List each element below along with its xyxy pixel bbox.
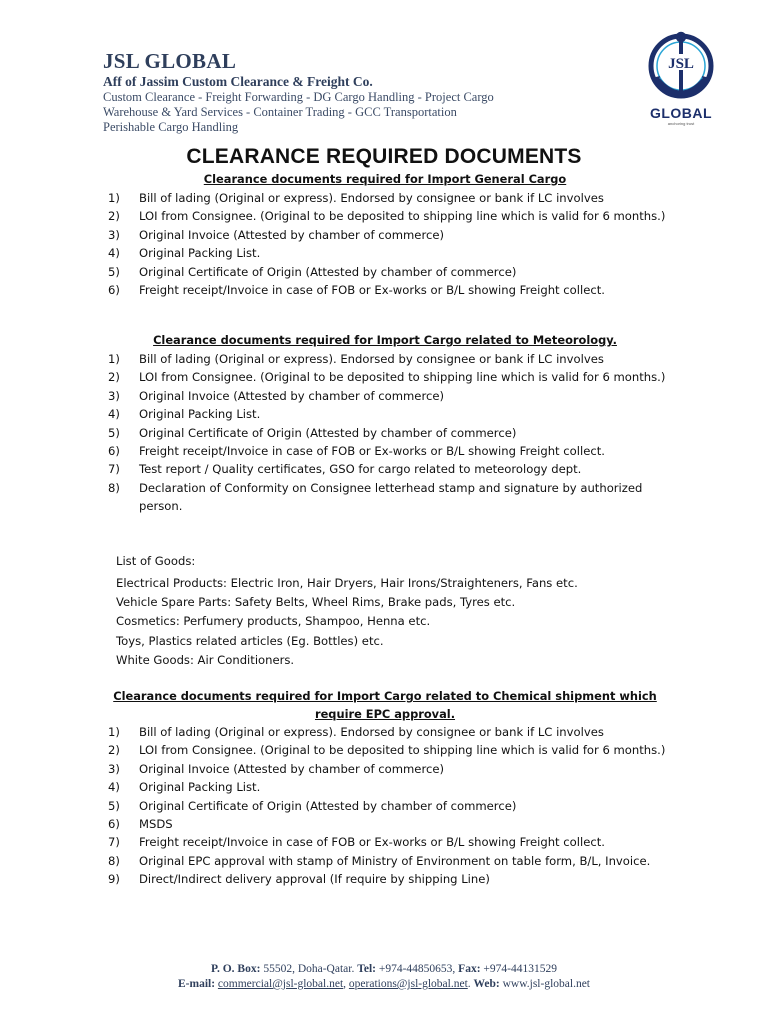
logo-letters: JSL bbox=[668, 56, 694, 72]
list-item: 1) Bill of lading (Original or express). Endorsed by consignee or bank if LC involves bbox=[108, 725, 604, 739]
list-item: 1) Bill of lading (Original or express). Endorsed by consignee or bank if LC involves bbox=[108, 191, 604, 205]
section-2-heading: Clearance documents required for Import Cargo related to Meteorology. bbox=[153, 333, 617, 347]
section-3-heading-line-1: Clearance documents required for Import Cargo related to Chemical shipment which bbox=[113, 689, 657, 703]
list-item: 4) Original Packing List. bbox=[108, 407, 261, 422]
list-item: 2) LOI from Consignee. (Original to be deposited to shipping line which is valid for 6 months.) bbox=[108, 743, 666, 758]
list-item: 7) Test report / Quality certificates, GSO for cargo related to meteorology dept. bbox=[108, 462, 582, 477]
tel-value: +974-44850653, bbox=[378, 963, 456, 975]
web-label: Web: bbox=[473, 978, 500, 990]
goods-item: Vehicle Spare Parts: Safety Belts, Wheel Rims, Brake pads, Tyres etc. bbox=[116, 595, 516, 610]
list-item: 7) Freight receipt/Invoice in case of FOB or Ex-works or B/L showing Freight collect. bbox=[108, 835, 605, 850]
services-line-2: Warehouse & Yard Services - Container Trading - GCC Transportation bbox=[103, 104, 457, 119]
email-end-dot: . bbox=[467, 978, 471, 990]
pobox-label: P. O. Box: bbox=[211, 963, 261, 975]
section-1-list bbox=[108, 189, 668, 299]
list-item: 6) MSDS bbox=[108, 817, 173, 832]
list-item: 5) Original Certificate of Origin (Attested by chamber of commerce) bbox=[108, 425, 517, 440]
email-link-commercial[interactable]: commercial@jsl-global.net bbox=[217, 978, 344, 990]
goods-item: White Goods: Air Conditioners. bbox=[116, 652, 295, 667]
web-link[interactable]: www.jsl-global.net bbox=[502, 978, 591, 990]
list-item: 5) Original Certificate of Origin (Attested by chamber of commerce) bbox=[108, 798, 517, 813]
section-3-heading-line-2: require EPC approval. bbox=[314, 707, 456, 721]
letterhead bbox=[103, 50, 494, 134]
list-item: 8) Declaration of Conformity on Consignee letterhead stamp and signature by authorized person. bbox=[108, 480, 643, 514]
email-separator: , bbox=[343, 978, 347, 990]
list-item: 4) Original Packing List. bbox=[108, 780, 261, 795]
services-line-3: Perishable Cargo Handling bbox=[103, 119, 239, 134]
list-item: 5) Original Certificate of Origin (Attested by chamber of commerce) bbox=[108, 264, 517, 279]
services-line-1: Custom Clearance - Freight Forwarding - DG Cargo Handling - Project Cargo bbox=[103, 90, 494, 104]
list-item: 3) Original Invoice (Attested by chamber of commerce) bbox=[108, 388, 444, 403]
list-item: 1) Bill of lading (Original or express). Endorsed by consignee or bank if LC involves bbox=[108, 352, 604, 366]
goods-list bbox=[116, 552, 676, 670]
list-item: 2) LOI from Consignee. (Original to be deposited to shipping line which is valid for 6 months.) bbox=[108, 370, 666, 385]
fax-label: Fax: bbox=[458, 963, 481, 975]
list-item: 6) Freight receipt/Invoice in case of FOB or Ex-works or B/L showing Freight collect. bbox=[108, 444, 605, 459]
email-link-operations[interactable]: operations@jsl-global.net bbox=[348, 978, 468, 990]
footer-address-line bbox=[0, 962, 768, 977]
goods-item: Toys, Plastics related articles (Eg. Bottles) etc. bbox=[116, 633, 384, 648]
list-item: 3) Original Invoice (Attested by chamber of commerce) bbox=[108, 761, 444, 776]
list-item: 2) LOI from Consignee. (Original to be deposited to shipping line which is valid for 6 months.) bbox=[108, 209, 666, 224]
logo-tagline: anchoring trust bbox=[667, 121, 695, 126]
list-item: 4) Original Packing List. bbox=[108, 246, 261, 261]
tel-label: Tel: bbox=[357, 963, 376, 975]
email-label: E-mail: bbox=[177, 978, 216, 990]
fax-value: +974-44131529 bbox=[483, 963, 557, 975]
page-footer bbox=[0, 962, 768, 992]
logo-word: GLOBAL bbox=[649, 105, 713, 121]
pobox-value: 55502, Doha-Qatar. bbox=[263, 963, 355, 975]
company-logo bbox=[636, 28, 726, 126]
goods-item: Electrical Products: Electric Iron, Hair Dryers, Hair Irons/Straighteners, Fans etc. bbox=[116, 576, 578, 590]
anchor-icon bbox=[636, 28, 726, 108]
list-item: 9) Direct/Indirect delivery approval (If require by shipping Line) bbox=[108, 872, 490, 887]
list-item: 6) Freight receipt/Invoice in case of FOB or Ex-works or B/L showing Freight collect. bbox=[108, 283, 605, 298]
goods-heading: List of Goods: bbox=[116, 554, 196, 568]
section-2-list bbox=[108, 350, 668, 516]
section-3-list bbox=[108, 723, 668, 889]
goods-item: Cosmetics: Perfumery products, Shampoo, Henna etc. bbox=[116, 614, 431, 629]
company-affiliation: Aff of Jassim Custom Clearance & Freight Co. bbox=[103, 74, 373, 89]
list-item: 3) Original Invoice (Attested by chamber of commerce) bbox=[108, 227, 444, 242]
company-name: JSL GLOBAL bbox=[103, 49, 237, 73]
page-title: CLEARANCE REQUIRED DOCUMENTS bbox=[186, 145, 582, 168]
list-item: 8) Original EPC approval with stamp of Ministry of Environment on table form, B/L, Invoice. bbox=[108, 853, 651, 868]
footer-contact-line bbox=[0, 977, 768, 992]
section-1-heading: Clearance documents required for Import General Cargo bbox=[203, 172, 567, 186]
